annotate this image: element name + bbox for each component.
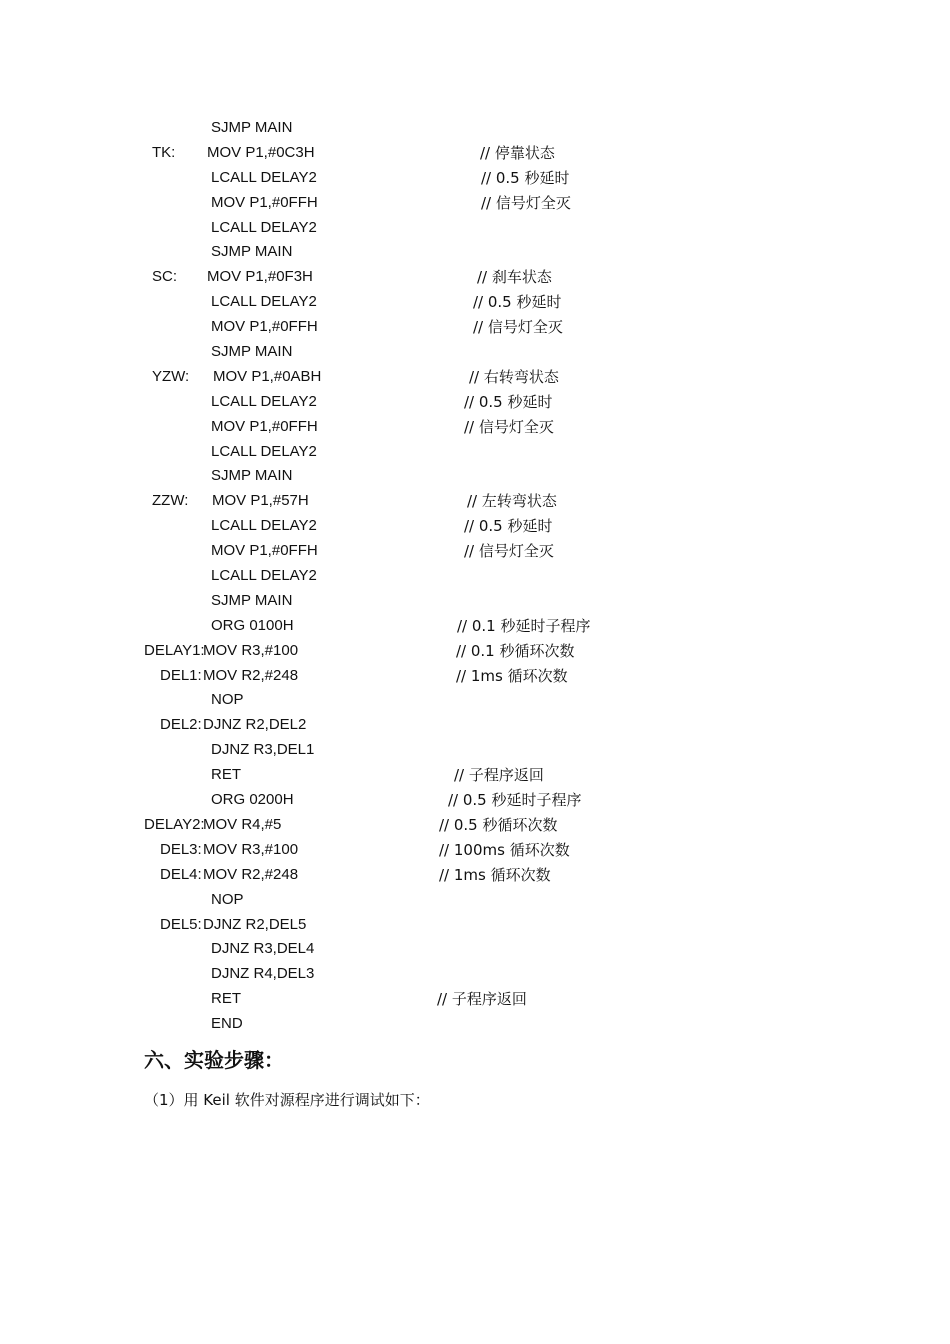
code-instruction: SJMP MAIN — [211, 591, 293, 609]
code-line — [0, 216, 950, 241]
code-line — [0, 614, 950, 639]
code-instruction: END — [211, 1015, 243, 1033]
code-line — [0, 913, 950, 938]
code-comment: // 左转弯状态 — [467, 492, 557, 511]
code-line — [0, 390, 950, 415]
code-instruction: LCALL DELAY2 — [211, 392, 317, 410]
code-instruction: SJMP MAIN — [211, 343, 293, 361]
code-instruction: LCALL DELAY2 — [211, 442, 317, 460]
code-instruction: LCALL DELAY2 — [211, 168, 317, 186]
code-comment: // 1ms 循环次数 — [456, 666, 568, 685]
code-instruction: NOP — [211, 890, 244, 908]
code-instruction: ORG 0200H — [211, 791, 294, 809]
code-comment: // 右转弯状态 — [469, 367, 559, 386]
code-instruction: MOV P1,#57H — [212, 492, 309, 510]
code-label: DELAY1: — [144, 641, 205, 659]
code-comment: // 停靠状态 — [480, 143, 555, 162]
code-line — [0, 863, 950, 888]
code-line — [0, 290, 950, 315]
code-instruction: MOV R2,#248 — [203, 865, 299, 883]
code-line — [0, 664, 950, 689]
code-label: DEL2: — [160, 716, 202, 734]
assembly-code-listing — [0, 116, 950, 1037]
code-instruction: MOV R3,#100 — [203, 641, 299, 659]
code-instruction: MOV P1,#0ABH — [213, 367, 322, 385]
code-line — [0, 987, 950, 1012]
code-line — [0, 888, 950, 913]
code-line — [0, 788, 950, 813]
code-comment: // 0.5 秒延时 — [464, 517, 553, 536]
code-comment: // 0.1 秒延时子程序 — [457, 616, 591, 635]
code-comment: // 信号灯全灭 — [464, 417, 554, 436]
code-instruction: MOV P1,#0FFH — [211, 318, 318, 336]
code-comment: // 子程序返回 — [454, 766, 544, 785]
code-instruction: MOV P1,#0F3H — [207, 268, 313, 286]
code-line — [0, 962, 950, 987]
code-label: DEL4: — [160, 865, 202, 883]
code-label: DEL5: — [160, 915, 202, 933]
code-comment: // 信号灯全灭 — [481, 193, 571, 212]
code-instruction: DJNZ R2,DEL2 — [203, 716, 307, 734]
code-instruction: DJNZ R3,DEL4 — [211, 940, 315, 958]
code-label: DELAY2: — [144, 815, 205, 833]
code-instruction: NOP — [211, 691, 244, 709]
code-label: ZZW: — [152, 492, 189, 510]
code-line — [0, 738, 950, 763]
code-instruction: DJNZ R2,DEL5 — [203, 915, 307, 933]
code-line — [0, 838, 950, 863]
code-line — [0, 763, 950, 788]
section-heading: 六、实验步骤： — [144, 1048, 284, 1072]
code-instruction: DJNZ R3,DEL1 — [211, 741, 315, 759]
code-line — [0, 166, 950, 191]
code-comment: // 子程序返回 — [437, 990, 527, 1009]
code-comment: // 刹车状态 — [477, 268, 552, 287]
code-instruction: ORG 0100H — [211, 616, 294, 634]
code-line — [0, 639, 950, 664]
code-instruction: MOV P1,#0FFH — [211, 193, 318, 211]
code-label: TK: — [152, 143, 176, 161]
code-instruction: DJNZ R4,DEL3 — [211, 965, 315, 983]
code-line — [0, 589, 950, 614]
code-comment: // 0.1 秒循环次数 — [456, 641, 575, 660]
code-line — [0, 688, 950, 713]
code-line — [0, 415, 950, 440]
code-instruction: MOV P1,#0C3H — [207, 143, 315, 161]
code-comment: // 0.5 秒延时 — [473, 293, 562, 312]
code-line — [0, 937, 950, 962]
code-line — [0, 365, 950, 390]
code-label: DEL1: — [160, 666, 202, 684]
code-instruction: SJMP MAIN — [211, 243, 293, 261]
code-label: SC: — [152, 268, 178, 286]
code-instruction: MOV R2,#248 — [203, 666, 299, 684]
code-line — [0, 340, 950, 365]
code-line — [0, 265, 950, 290]
code-instruction: SJMP MAIN — [211, 467, 293, 485]
code-instruction: MOV P1,#0FFH — [211, 417, 318, 435]
code-instruction: MOV R4,#5 — [203, 815, 282, 833]
code-comment: // 1ms 循环次数 — [439, 865, 551, 884]
code-instruction: RET — [211, 990, 241, 1008]
code-instruction: LCALL DELAY2 — [211, 517, 317, 535]
code-label: DEL3: — [160, 840, 202, 858]
code-line — [0, 813, 950, 838]
code-comment: // 0.5 秒延时 — [464, 392, 553, 411]
code-line — [0, 1012, 950, 1037]
code-instruction: RET — [211, 766, 241, 784]
code-comment: // 0.5 秒延时子程序 — [448, 791, 582, 810]
code-comment: // 信号灯全灭 — [473, 318, 563, 337]
code-comment: // 0.5 秒循环次数 — [439, 815, 558, 834]
code-instruction: MOV R3,#100 — [203, 840, 299, 858]
code-line — [0, 141, 950, 166]
code-label: YZW: — [152, 367, 190, 385]
code-comment: // 100ms 循环次数 — [439, 840, 570, 859]
step-paragraph: （1）用 Keil 软件对源程序进行调试如下： — [144, 1091, 430, 1109]
code-instruction: SJMP MAIN — [211, 119, 293, 136]
code-line — [0, 191, 950, 216]
code-line — [0, 464, 950, 489]
code-line — [0, 564, 950, 589]
code-line — [0, 440, 950, 465]
code-instruction: LCALL DELAY2 — [211, 567, 317, 585]
code-instruction: MOV P1,#0FFH — [211, 542, 318, 560]
code-line — [0, 713, 950, 738]
code-comment: // 0.5 秒延时 — [481, 168, 570, 187]
code-comment: // 信号灯全灭 — [464, 542, 554, 561]
code-instruction: LCALL DELAY2 — [211, 218, 317, 236]
code-line — [0, 489, 950, 514]
code-line — [0, 240, 950, 265]
code-line — [0, 116, 950, 141]
code-instruction: LCALL DELAY2 — [211, 293, 317, 311]
code-line — [0, 539, 950, 564]
code-line — [0, 315, 950, 340]
code-line — [0, 514, 950, 539]
